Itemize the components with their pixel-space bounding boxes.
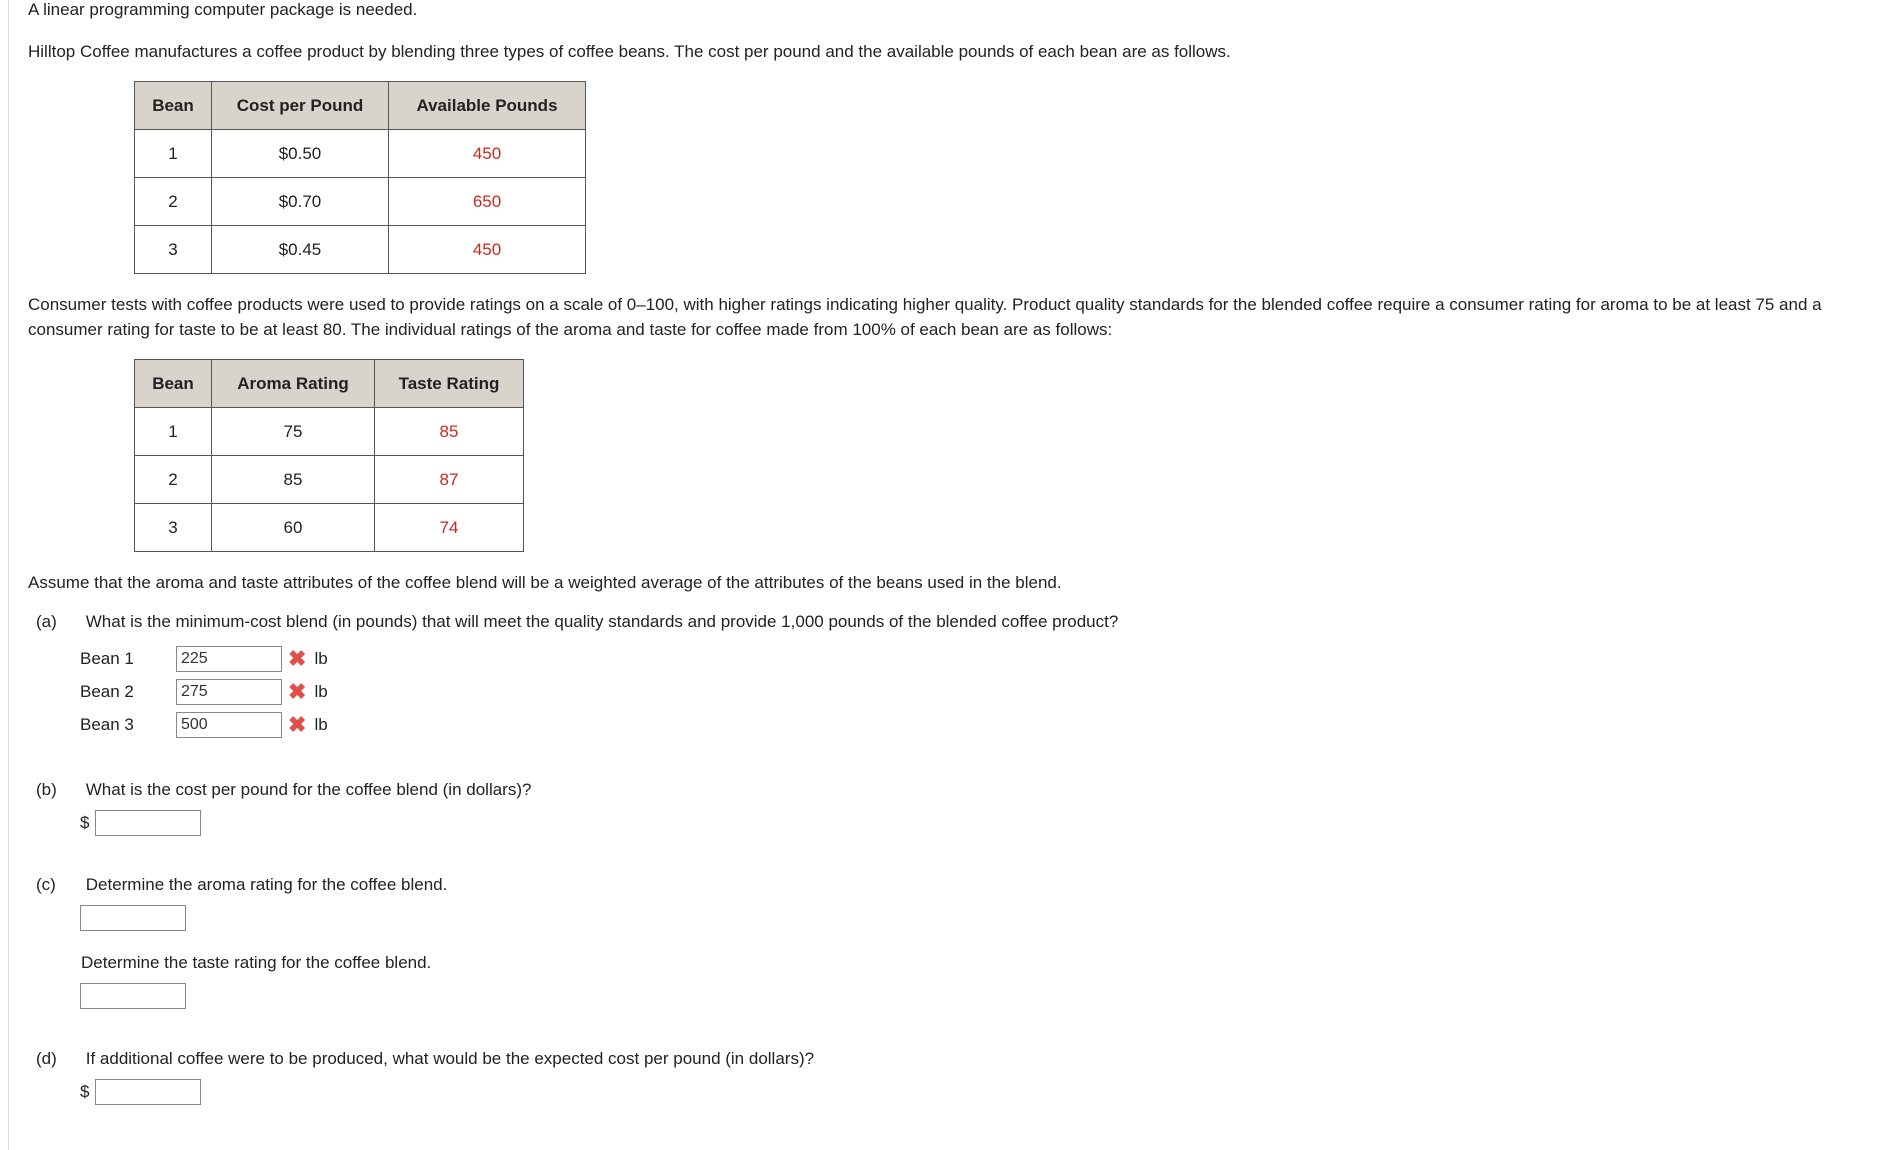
header-bean: Bean (135, 360, 212, 408)
bean-1-answer-row (80, 645, 328, 673)
intro-text: A linear programming computer package is needed. (28, 0, 418, 19)
part-a-label: (a) (36, 612, 57, 631)
aroma-answer (80, 905, 186, 931)
expected-cost-input[interactable] (95, 1079, 201, 1105)
cost-cell: $0.50 (212, 130, 389, 178)
aroma-cell: 85 (212, 456, 375, 504)
table-row (135, 178, 586, 226)
available-cell: 650 (389, 178, 586, 226)
part-c-label: (c) (36, 875, 56, 894)
part-a-text: What is the minimum-cost blend (in pounds) that will meet the quality standards and provide 1,000 pounds of the blended coffee product? (85, 612, 1119, 631)
bean-cell: 2 (135, 456, 212, 504)
incorrect-icon: ✖ (288, 712, 307, 737)
cost-per-pound-input[interactable] (95, 810, 201, 836)
dollar-sign: $ (80, 1082, 90, 1101)
bean-cell: 1 (135, 130, 212, 178)
taste-cell: 85 (375, 408, 524, 456)
part-c-aroma-text: Determine the aroma rating for the coffee blend. (85, 875, 448, 894)
aroma-cell: 60 (212, 504, 375, 552)
bean-3-label: Bean 3 (80, 715, 134, 734)
header-taste: Taste Rating (375, 360, 524, 408)
bean-cell: 1 (135, 408, 212, 456)
bean-1-unit: lb (314, 649, 328, 668)
available-cell: 450 (389, 226, 586, 274)
bean-cell: 3 (135, 504, 212, 552)
description-text: Hilltop Coffee manufactures a coffee product by blending three types of coffee beans. The cost per pound and the available pounds of each bean are as follows. (28, 42, 1231, 61)
aroma-cell: 75 (212, 408, 375, 456)
part-d-label: (d) (36, 1049, 57, 1068)
dollar-sign: $ (80, 813, 90, 832)
part-d-answer (80, 1079, 201, 1105)
bean-1-input[interactable] (176, 646, 282, 672)
part-b-answer (80, 810, 201, 836)
table-row (135, 456, 524, 504)
taste-cell: 87 (375, 456, 524, 504)
rating-table (134, 359, 524, 552)
taste-cell: 74 (375, 504, 524, 552)
cost-table (134, 81, 586, 274)
taste-rating-input[interactable] (80, 983, 186, 1009)
bean-2-label: Bean 2 (80, 682, 134, 701)
part-c-question (36, 875, 447, 895)
cost-cell: $0.70 (212, 178, 389, 226)
bean-3-answer-row (80, 711, 328, 739)
table-row (135, 504, 524, 552)
aroma-rating-input[interactable] (80, 905, 186, 931)
available-cell: 450 (389, 130, 586, 178)
bean-2-input[interactable] (176, 679, 282, 705)
part-d-question (36, 1049, 814, 1069)
bean-cell: 2 (135, 178, 212, 226)
part-b-label: (b) (36, 780, 57, 799)
bean-1-label: Bean 1 (80, 649, 134, 668)
incorrect-icon: ✖ (288, 646, 307, 671)
rating-table-header (135, 360, 524, 408)
cost-table-header (135, 82, 586, 130)
bean-2-unit: lb (314, 682, 328, 701)
part-d-text: If additional coffee were to be produced, what would be the expected cost per pound (in dollars)? (85, 1049, 815, 1068)
assume-text: Assume that the aroma and taste attributes of the coffee blend will be a weighted average of the attributes of the beans used in the blend. (28, 573, 1062, 592)
consumer-text: Consumer tests with coffee products were used to provide ratings on a scale of 0–100, with higher ratings indicating higher quality. Product quality standards for the blended coffee require a consumer rating for aroma to be at least 75 and a consumer rating for taste to be at least 80. The individual ratings of the aroma and taste for coffee made from 100% of each bean are as follows: (28, 295, 1822, 339)
incorrect-icon: ✖ (288, 679, 307, 704)
bean-2-answer-row (80, 678, 328, 706)
left-border (8, 0, 9, 1150)
header-bean: Bean (135, 82, 212, 130)
cost-cell: $0.45 (212, 226, 389, 274)
part-b-question (36, 780, 531, 800)
table-row (135, 408, 524, 456)
bean-3-input[interactable] (176, 712, 282, 738)
taste-answer (80, 983, 186, 1009)
table-row (135, 130, 586, 178)
part-a-question (36, 612, 1118, 632)
header-cost: Cost per Pound (212, 82, 389, 130)
part-b-text: What is the cost per pound for the coffee blend (in dollars)? (85, 780, 532, 799)
header-aroma: Aroma Rating (212, 360, 375, 408)
header-available: Available Pounds (389, 82, 586, 130)
part-c-taste-text: Determine the taste rating for the coffee blend. (81, 953, 432, 972)
bean-3-unit: lb (314, 715, 328, 734)
part-c-taste-question (81, 953, 431, 973)
table-row (135, 226, 586, 274)
bean-cell: 3 (135, 226, 212, 274)
